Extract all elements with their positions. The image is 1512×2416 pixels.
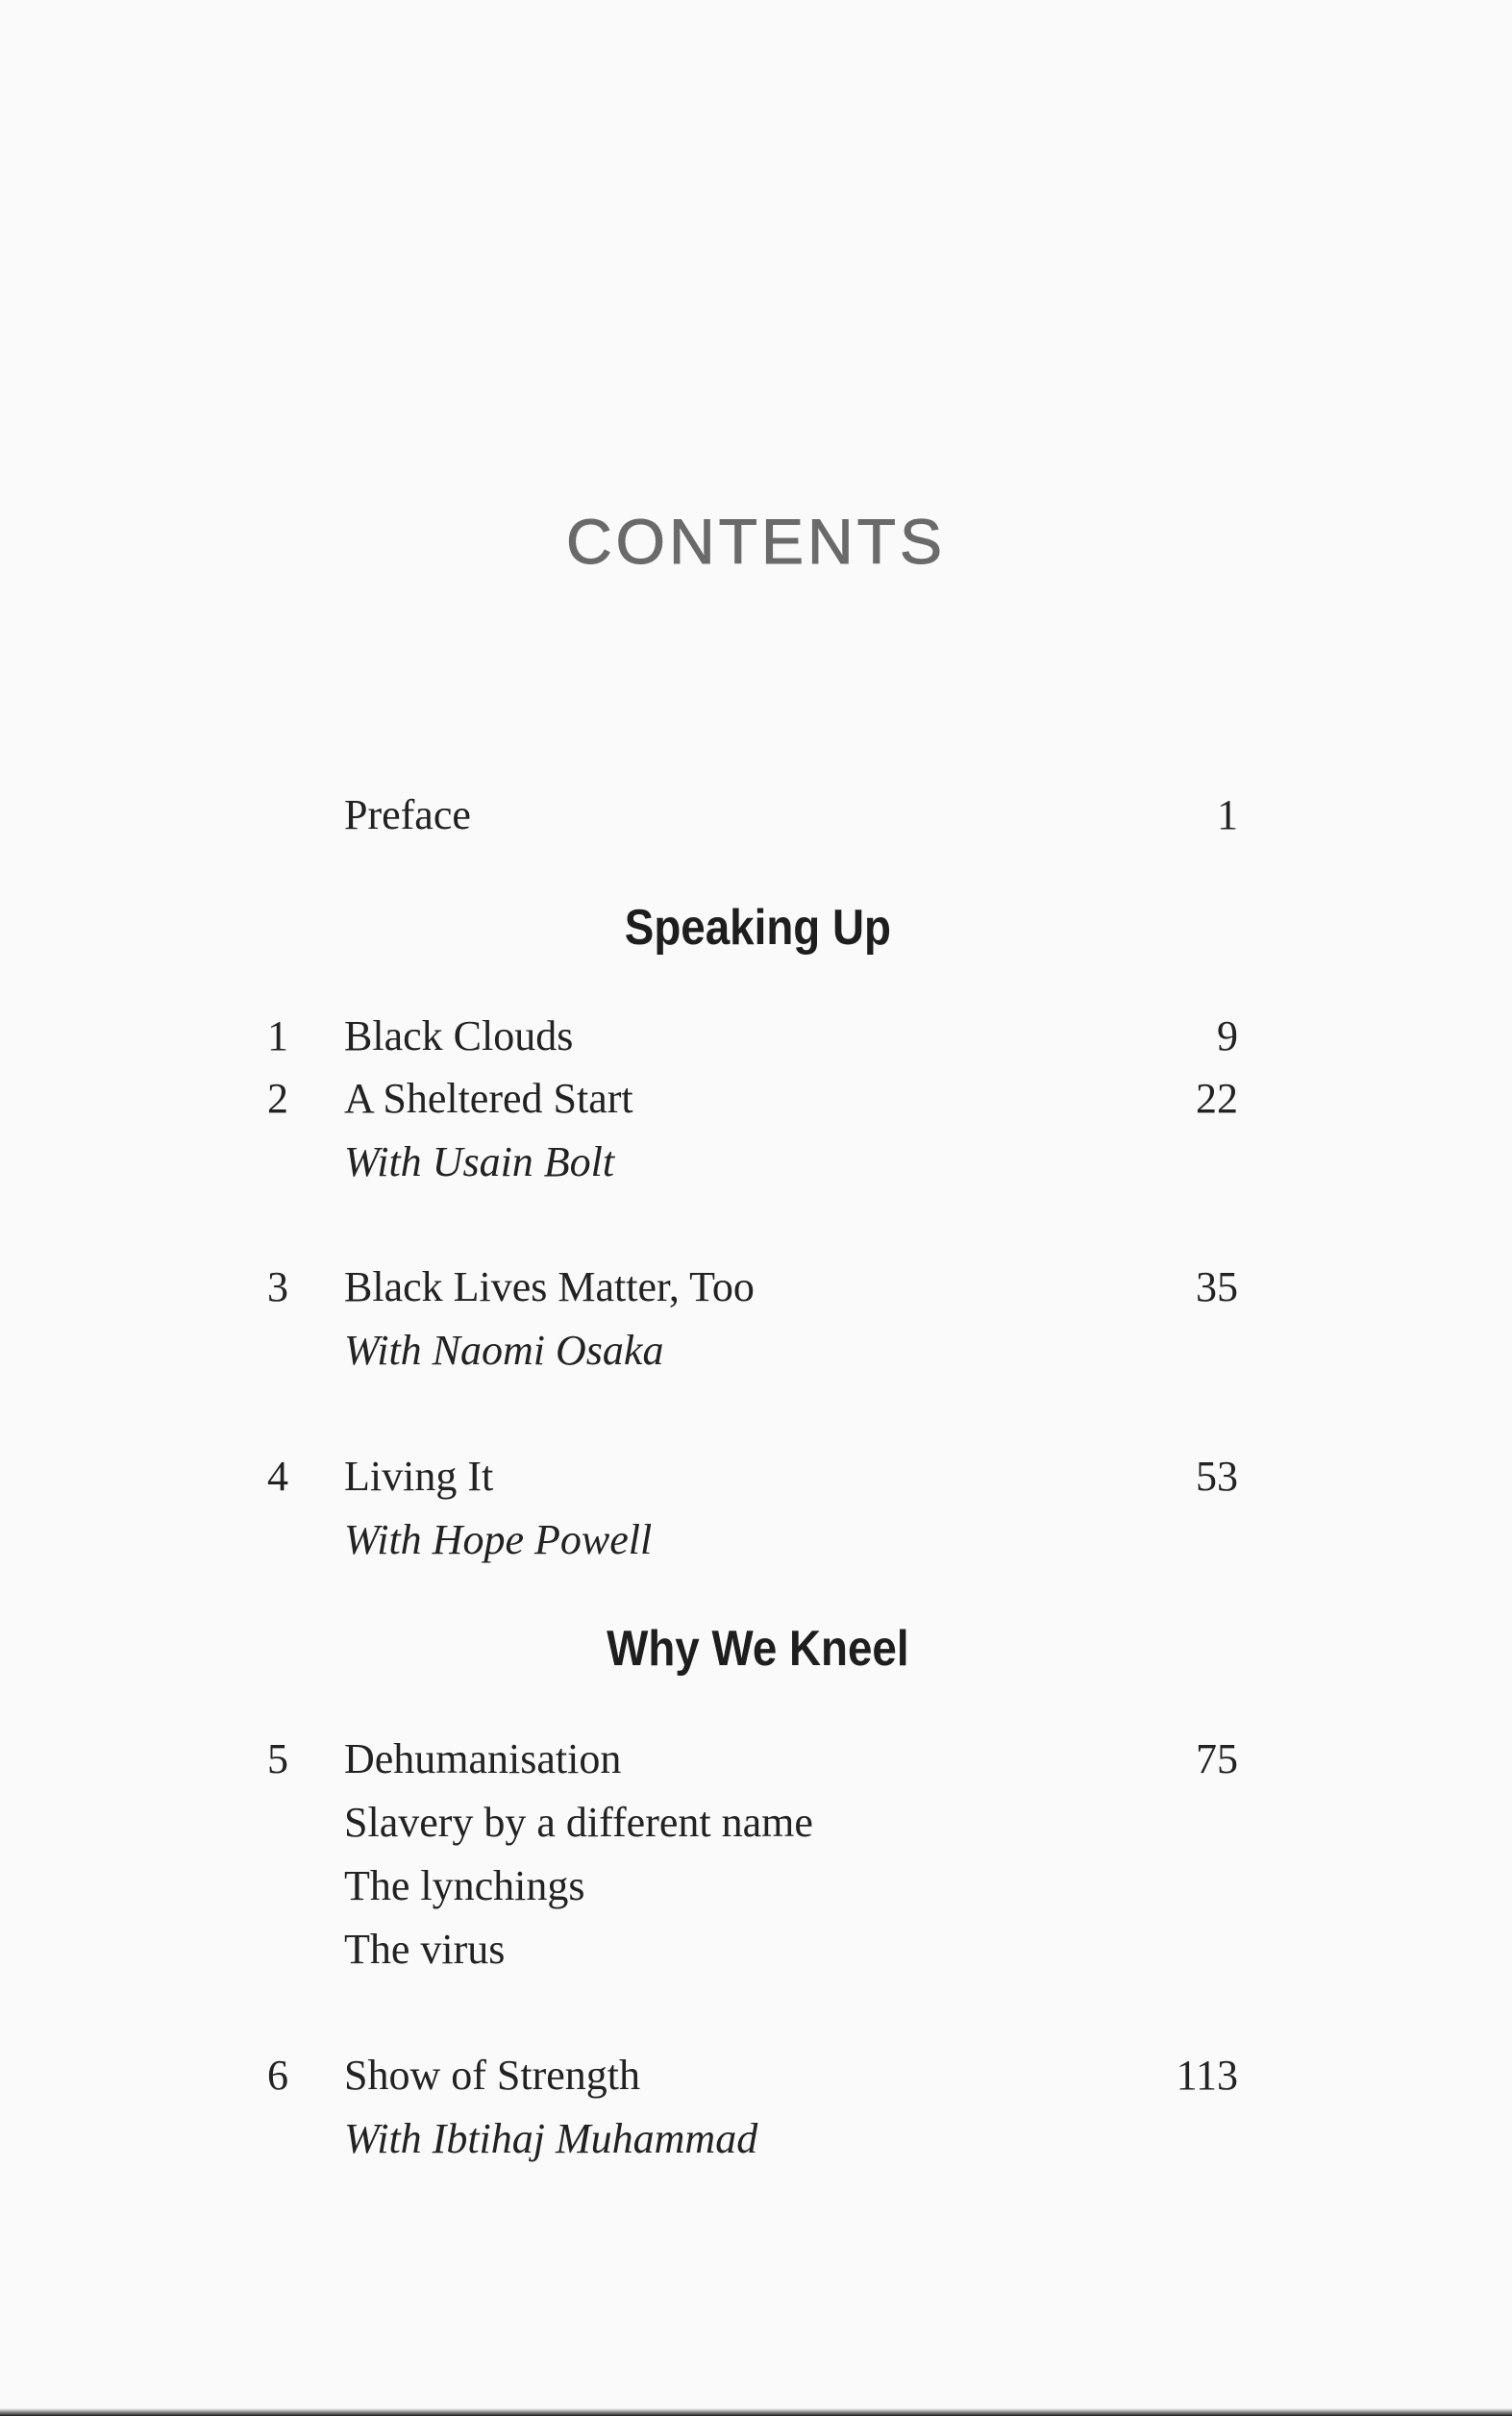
entry-subtitle: With Usain Bolt (344, 1138, 615, 1185)
toc-entry-subtitle (0, 1319, 1512, 1382)
toc-entry-preface[interactable] (0, 784, 1512, 847)
page-edge-shadow (0, 2408, 1512, 2416)
entry-page-number: 113 (1176, 2052, 1238, 2099)
entry-subtopic: The lynchings (344, 1862, 585, 1909)
chapter-number: 3 (267, 1263, 288, 1310)
chapter-number: 4 (267, 1453, 288, 1500)
section-heading-why-we-kneel: Why We Kneel (607, 1621, 909, 1677)
toc-entry-chapter-2[interactable] (0, 1067, 1512, 1131)
toc-entry-chapter-5[interactable] (0, 1728, 1512, 1791)
entry-title: Black Clouds (344, 1012, 574, 1059)
toc-entry-chapter-1[interactable] (0, 1005, 1512, 1068)
entry-title: Show of Strength (344, 2052, 640, 2099)
chapter-number: 1 (267, 1012, 288, 1059)
entry-subtopic: Slavery by a different name (344, 1799, 813, 1846)
entry-page-number: 35 (1196, 1263, 1238, 1310)
entry-title: Living It (344, 1453, 494, 1500)
toc-entry-chapter-6[interactable] (0, 2044, 1512, 2107)
entry-page-number: 1 (1217, 791, 1238, 838)
toc-entry-subtopic (0, 1918, 1512, 1981)
entry-page-number: 9 (1217, 1012, 1238, 1059)
entry-subtitle: With Naomi Osaka (344, 1327, 664, 1374)
chapter-number: 2 (267, 1075, 288, 1122)
toc-entry-subtopic (0, 1855, 1512, 1918)
section-heading-speaking-up: Speaking Up (624, 900, 891, 956)
entry-subtitle: With Ibtihaj Muhammad (344, 2115, 758, 2162)
entry-title: Preface (344, 791, 471, 838)
entry-page-number: 75 (1196, 1735, 1238, 1782)
entry-title: Dehumanisation (344, 1735, 622, 1782)
toc-entry-subtitle (0, 2107, 1512, 2171)
toc-entry-chapter-3[interactable] (0, 1256, 1512, 1319)
entry-page-number: 53 (1196, 1453, 1238, 1500)
toc-entry-subtopic (0, 1791, 1512, 1855)
toc-entry-chapter-4[interactable] (0, 1445, 1512, 1508)
toc-entry-subtitle (0, 1508, 1512, 1572)
chapter-number: 5 (267, 1735, 288, 1782)
entry-page-number: 22 (1196, 1075, 1238, 1122)
entry-subtitle: With Hope Powell (344, 1516, 653, 1563)
entry-title: Black Lives Matter, Too (344, 1263, 755, 1310)
toc-entry-subtitle (0, 1131, 1512, 1194)
contents-title: CONTENTS (566, 506, 946, 577)
entry-subtopic: The virus (344, 1926, 506, 1973)
entry-title: A Sheltered Start (344, 1075, 633, 1122)
chapter-number: 6 (267, 2052, 288, 2099)
